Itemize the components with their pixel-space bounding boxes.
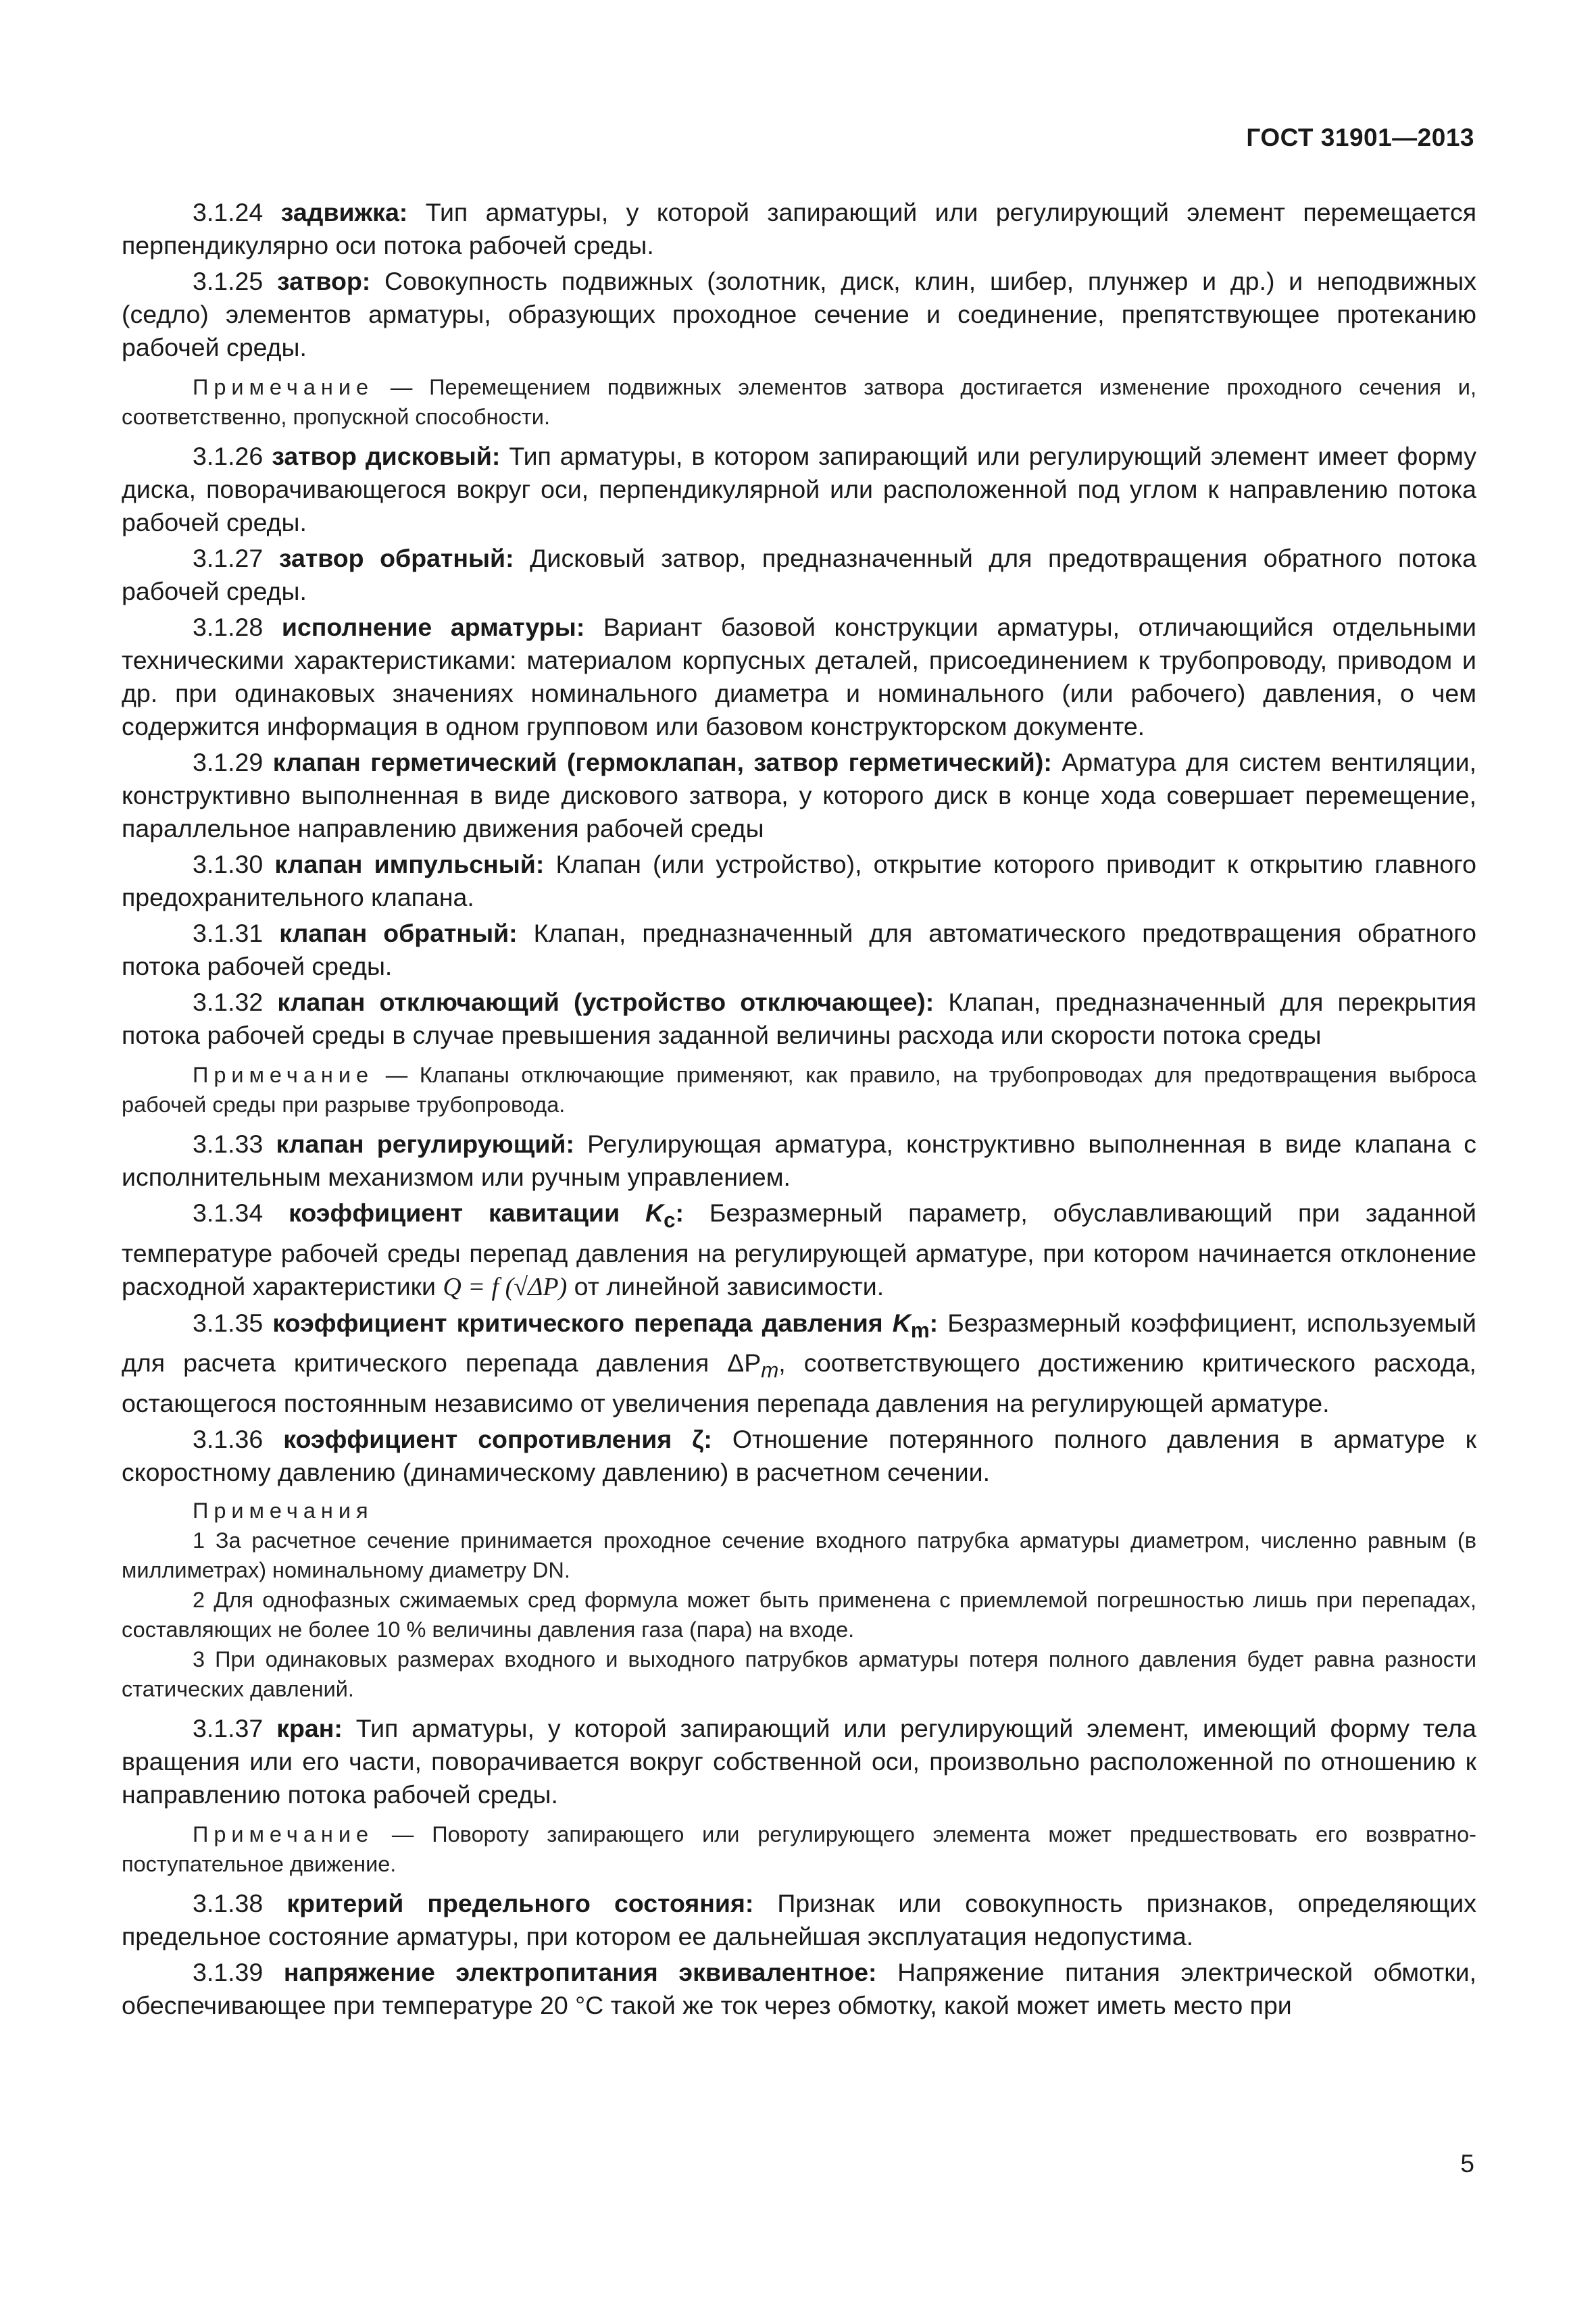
term-number: 3.1.27 (193, 544, 264, 572)
term-name: клапан отключающий (устройство отключающее): (277, 988, 934, 1016)
term-definition: Тип арматуры, в котором запирающий или регулирующий элемент имеет форму диска, поворачивающегося вокруг оси, перпендикулярной или расположенной под углом к направлению потока рабочей среды. (122, 442, 1477, 536)
term-name: критерий предельного состояния: (286, 1888, 754, 1917)
term-name: задвижка: (280, 198, 408, 226)
term-definition: Вариант базовой конструкции арматуры, отличающийся отдельными техническими характеристиками: материалом корпусных деталей, присоединением к трубопроводу, приводом и др. при одинаковых значениях номинального диаметра и номинального (или рабочего) давления, о чем содержится информация в одном групповом или базовом конструкторском документе. (122, 613, 1476, 740)
term-name: клапан герметический (гермоклапан, затвор герметический): (272, 748, 1052, 776)
term-number: 3.1.39 (193, 1957, 264, 1986)
term-definition: Тип арматуры, у которой запирающий или регулирующий элемент перемещается перпендикулярно оси потока рабочей среды. (122, 198, 1476, 259)
term-definition-end: , соответствующего достижению критического расхода, остающегося постоянным независимо от увеличения перепада давления на регулирующей арматуре. (122, 1349, 1476, 1417)
term-definition: Безразмерный параметр, обуславливающий при заданной температуре рабочей среды перепад давления на регулирующей арматуре, при котором начинается отклонение расходной характеристики (122, 1199, 1476, 1301)
term-definition: Напряжение питания электрической обмотки, обеспечивающее при температуре 20 °С такой же ток через обмотку, какой может иметь место при (122, 1957, 1476, 2019)
term-3-1-36 (122, 1423, 1476, 1489)
note-label: Примечание (193, 1063, 374, 1087)
note-item-2: 2 Для однофазных сжимаемых сред формула может быть применена с приемлемой погрешностью лишь при перепадах, составляющих не более 10 % величины давления газа (пара) на входе. (122, 1587, 1476, 1642)
flow-formula: Q = f (√ΔP) (443, 1272, 568, 1301)
term-number: 3.1.29 (193, 748, 264, 776)
term-name: коэффициент сопротивления ζ: (283, 1424, 712, 1453)
term-definition: Отношение потерянного полного давления в арматуре к скоростному давлению (динамическому давлению) в расчетном сечении. (122, 1424, 1476, 1486)
term-symbol: K (645, 1199, 664, 1227)
notes-3-1-36 (122, 1496, 1476, 1704)
term-3-1-31 (122, 917, 1476, 983)
term-3-1-28 (122, 611, 1476, 743)
term-3-1-33 (122, 1128, 1476, 1194)
term-definition: Безразмерный коэффициент, используемый для расчета критического перепада давления ΔP (122, 1308, 1476, 1377)
delta-p-subscript: m (761, 1358, 779, 1382)
note-label: Примечание (193, 1821, 374, 1846)
term-name: напряжение электропитания эквивалентное: (283, 1957, 877, 1986)
term-number: 3.1.38 (193, 1888, 264, 1917)
term-symbol-subscript: c (664, 1208, 676, 1232)
term-definition: Тип арматуры, у которой запирающий или регулирующий элемент, имеющий форму тела вращения или его части, поворачивается вокруг собственной оси, произвольно расположенной по отношению к направлению потока рабочей среды. (122, 1713, 1476, 1809)
term-colon: : (675, 1199, 684, 1227)
term-3-1-24 (122, 196, 1476, 262)
term-definition: Клапан, предназначенный для автоматического предотвращения обратного потока рабочей среды. (122, 919, 1476, 980)
notes-label-text: Примечания (193, 1498, 374, 1523)
term-number: 3.1.37 (193, 1713, 264, 1742)
term-name: затвор обратный: (278, 544, 514, 572)
term-definition: Клапан, предназначенный для перекрытия потока рабочей среды в случае превышения заданной величины расхода или скорости потока среды (122, 988, 1477, 1049)
term-3-1-29 (122, 746, 1476, 845)
term-name: кран: (276, 1713, 343, 1742)
term-name: исполнение арматуры: (281, 613, 585, 641)
term-definition: Признак или совокупность признаков, определяющих предельное состояние арматуры, при котором ее дальнейшая эксплуатация недопустима. (122, 1888, 1476, 1951)
term-definition: Клапан (или устройство), открытие которого приводит к открытию главного предохранительного клапана. (122, 850, 1477, 911)
term-definition: Арматура для систем вентиляции, конструктивно выполненная в виде дискового затвора, у которого диск в конце хода совершает перемещение, параллельное направлению движения рабочей среды (122, 748, 1476, 842)
term-number: 3.1.36 (193, 1424, 264, 1453)
term-name: затвор: (277, 267, 371, 295)
term-number: 3.1.32 (193, 988, 264, 1016)
note-text: — Клапаны отключающие применяют, как правило, на трубопроводах для предотвращения выброса рабочей среды при разрыве трубопровода. (122, 1063, 1476, 1117)
document-body (122, 196, 1476, 2025)
note-3-1-37 (122, 1819, 1476, 1879)
term-3-1-38 (122, 1887, 1476, 1953)
term-name: затвор дисковый: (272, 442, 501, 470)
term-definition: Совокупность подвижных (золотник, диск, клин, шибер, плунжер и др.) и неподвижных (седло) элементов арматуры, образующих проходное сечение и соединение, препятствующее протеканию рабочей среды. (122, 267, 1477, 361)
term-definition: Дисковый затвор, предназначенный для предотвращения обратного потока рабочей среды. (122, 544, 1477, 605)
note-3-1-32 (122, 1060, 1476, 1120)
term-3-1-34 (122, 1197, 1476, 1304)
term-3-1-32 (122, 986, 1476, 1052)
term-name: клапан регулирующий: (276, 1130, 574, 1158)
page-number: 5 (1460, 2150, 1474, 2178)
term-definition-end: от линейной зависимости. (567, 1272, 884, 1301)
term-3-1-26 (122, 440, 1476, 539)
term-3-1-27 (122, 542, 1476, 608)
document-code: ГОСТ 31901—2013 (1246, 124, 1474, 151)
term-number: 3.1.34 (193, 1199, 264, 1227)
term-name: клапан импульсный: (274, 850, 545, 878)
term-number: 3.1.26 (193, 442, 264, 470)
term-3-1-37 (122, 1712, 1476, 1811)
term-number: 3.1.35 (193, 1308, 264, 1337)
term-number: 3.1.33 (193, 1130, 264, 1158)
term-name: коэффициент критического перепада давления (272, 1308, 883, 1337)
term-definition: Регулирующая арматура, конструктивно выполненная в виде клапана с исполнительным механизмом или ручным управлением. (122, 1130, 1477, 1191)
note-text: — Повороту запирающего или регулирующего элемента может предшествовать его возвратно-поступательное движение. (122, 1821, 1476, 1876)
term-colon: : (929, 1308, 939, 1337)
term-name: клапан обратный: (279, 919, 518, 947)
term-number: 3.1.25 (193, 267, 264, 295)
note-text: — Перемещением подвижных элементов затвора достигается изменение проходного сечения и, соответственно, пропускной способности. (122, 375, 1476, 429)
note-3-1-25 (122, 372, 1476, 432)
term-number: 3.1.30 (193, 850, 264, 878)
term-3-1-30 (122, 848, 1476, 914)
term-number: 3.1.24 (193, 198, 264, 226)
term-number: 3.1.31 (193, 919, 264, 947)
note-label: Примечание (193, 375, 374, 399)
term-symbol: K (892, 1308, 911, 1337)
note-item-3: 3 При одинаковых размерах входного и выходного патрубков арматуры потеря полного давления будет равна разности статических давлений. (122, 1646, 1476, 1701)
term-3-1-25 (122, 265, 1476, 364)
term-number: 3.1.28 (193, 613, 264, 641)
term-3-1-39 (122, 1956, 1476, 2022)
term-symbol-subscript: m (910, 1318, 930, 1342)
notes-label (122, 1496, 1476, 1526)
term-3-1-35 (122, 1307, 1476, 1420)
term-name: коэффициент кавитации (289, 1199, 620, 1227)
note-item-1: 1 За расчетное сечение принимается проходное сечение входного патрубка арматуры диаметром, численно равным (в миллиметрах) номинальному диаметру DN. (122, 1528, 1476, 1582)
